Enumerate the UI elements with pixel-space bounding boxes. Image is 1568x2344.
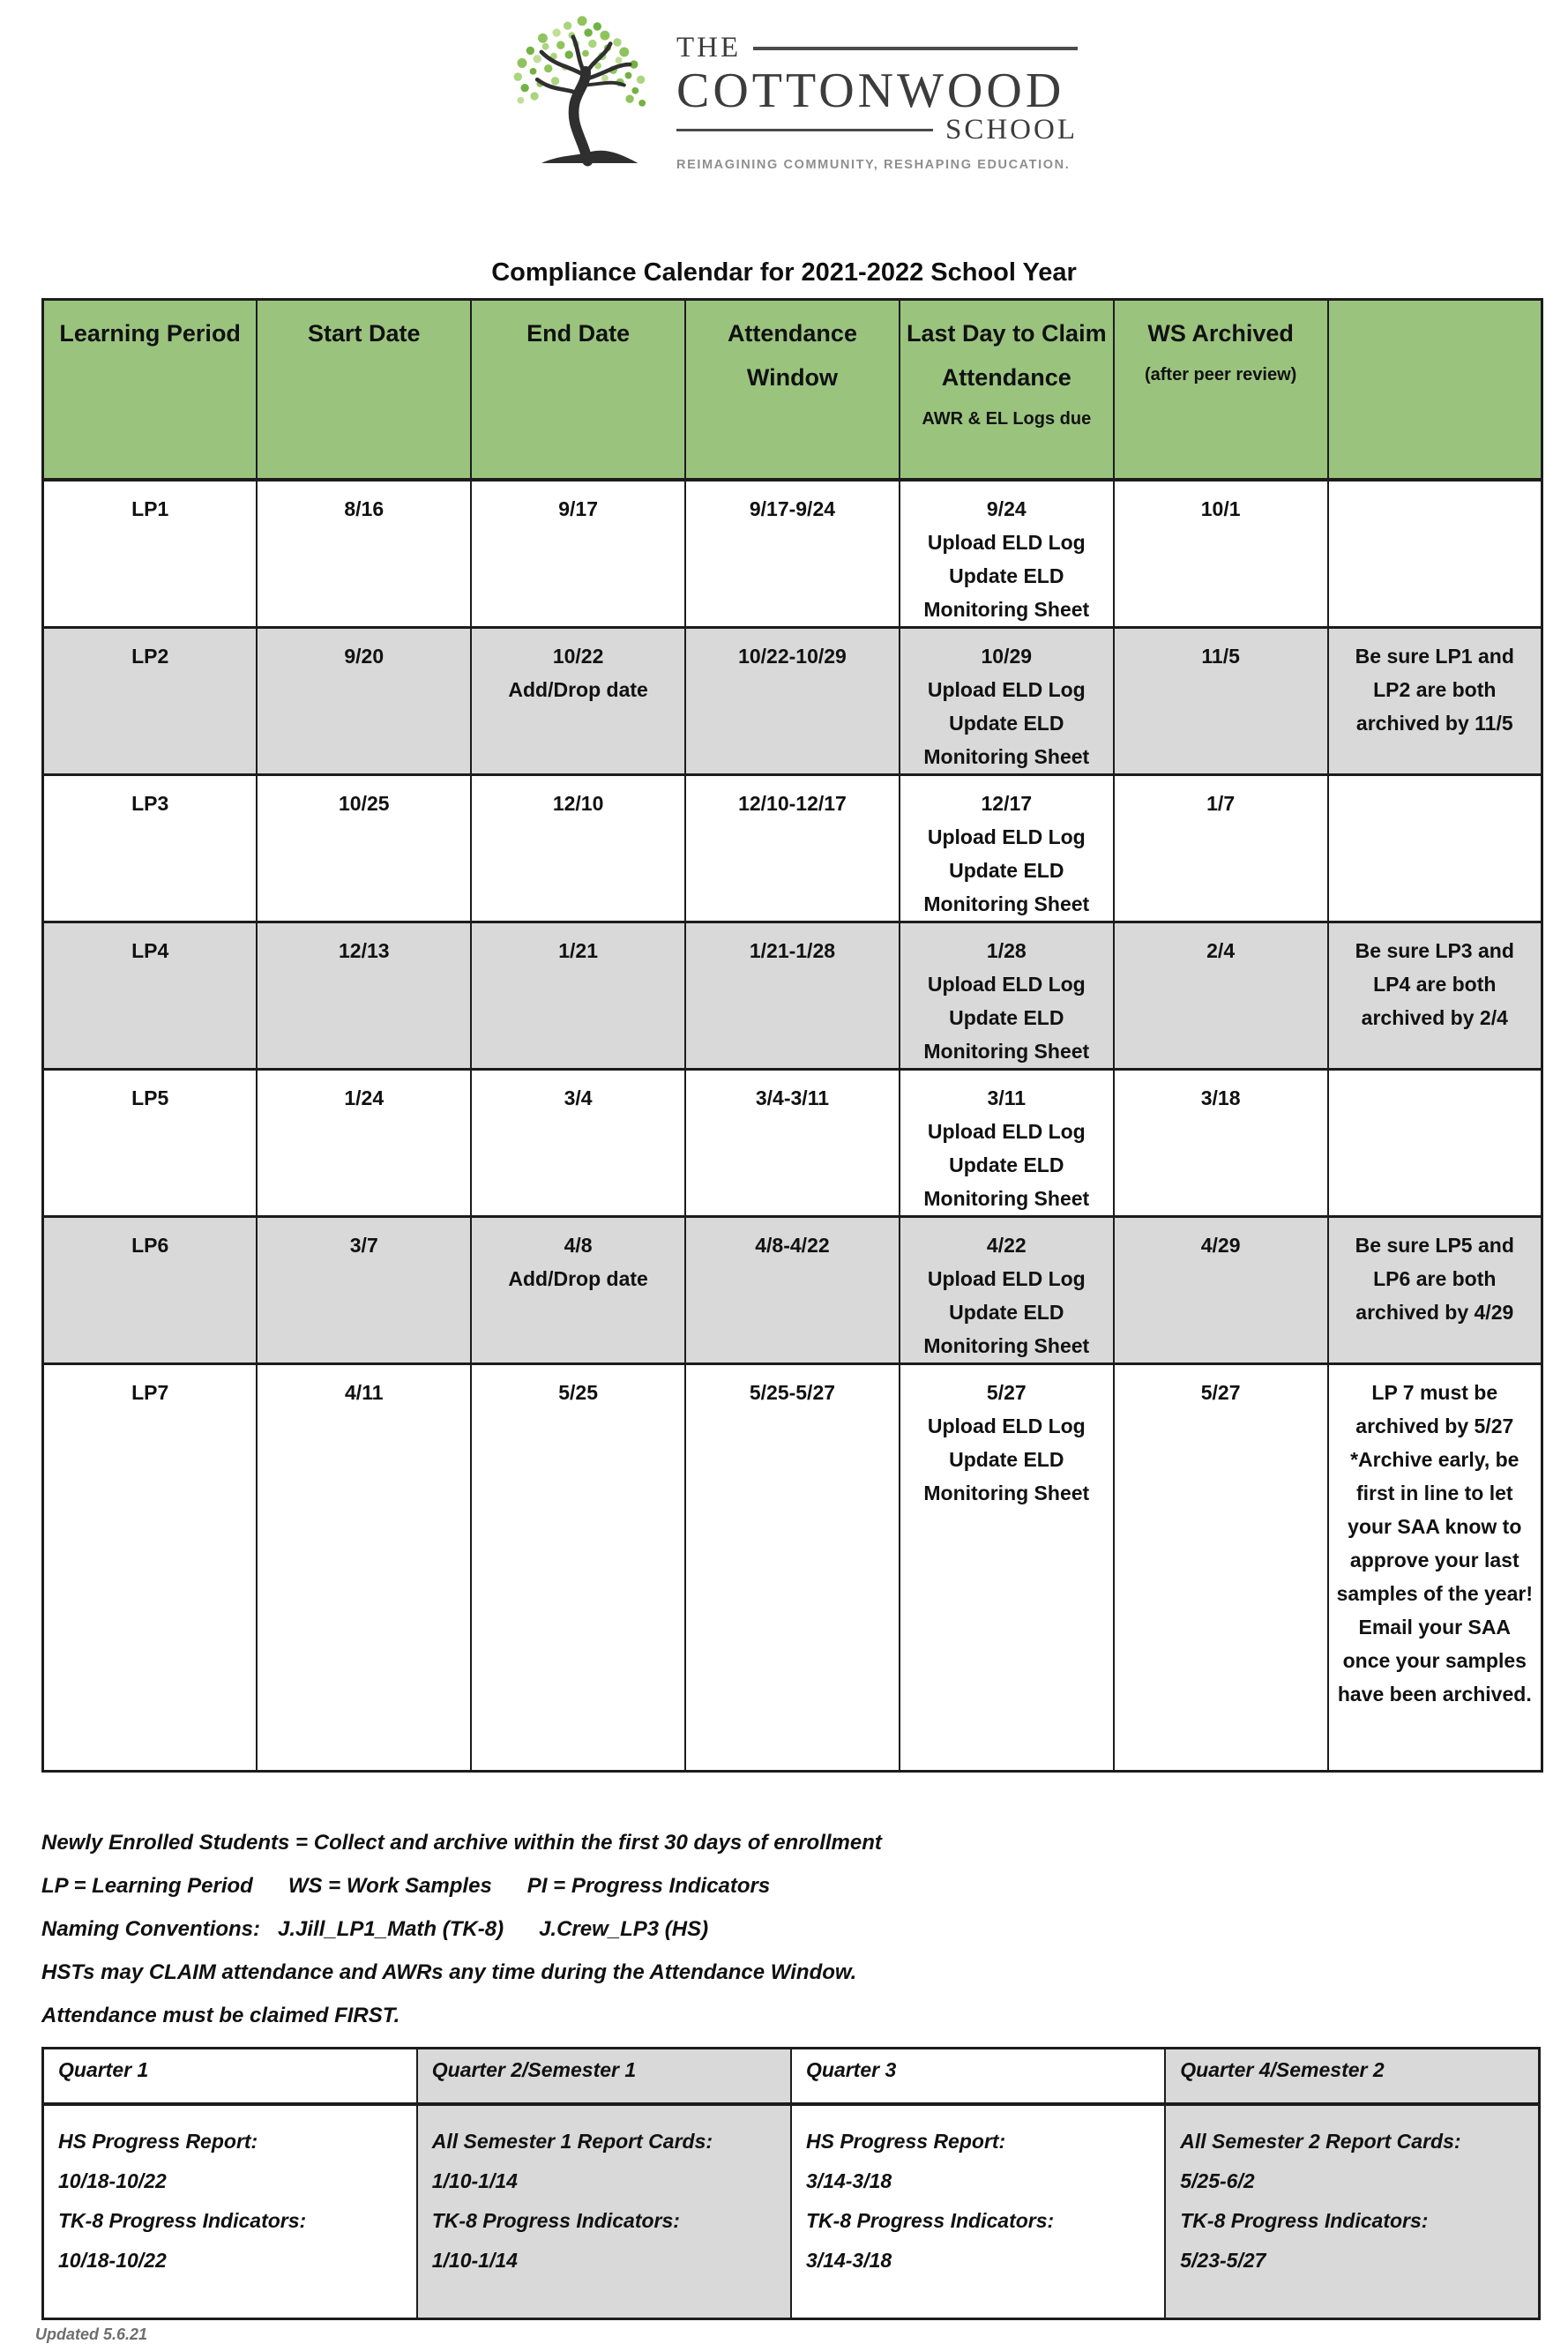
claim-task: Monitoring Sheet xyxy=(923,892,1090,915)
column-header-title: Learning Period xyxy=(59,320,241,347)
column-header-title: End Date xyxy=(526,320,631,347)
cell-learning-period: LP3 xyxy=(43,775,258,922)
quarter-line: 1/10-1/14 xyxy=(431,2169,518,2192)
cell-start-date: 8/16 xyxy=(257,480,471,628)
table-row xyxy=(43,1217,1542,1364)
cell-end-date xyxy=(471,628,685,775)
claim-task: Upload ELD Log xyxy=(927,678,1086,701)
column-header-5 xyxy=(900,300,1114,481)
logo-the: THE xyxy=(676,32,742,63)
quarter-header: Quarter 1 xyxy=(43,2049,417,2105)
cell-end-date xyxy=(471,922,685,1070)
cell-note xyxy=(1328,480,1542,628)
end-date-note: Add/Drop date xyxy=(508,678,648,701)
end-date: 1/21 xyxy=(558,939,598,962)
quarter-line: 10/18-10/22 xyxy=(58,2249,167,2272)
column-header-1 xyxy=(43,300,258,481)
cell-note xyxy=(1328,775,1542,922)
cell-ws-archived: 2/4 xyxy=(1114,922,1328,1070)
cell-end-date xyxy=(471,1217,685,1364)
legend-line: Naming Conventions: J.Jill_LP1_Math (TK-8) J.Crew_LP3 (HS) xyxy=(41,1917,709,1941)
column-header-4 xyxy=(685,300,900,481)
quarter-line: 3/14-3/18 xyxy=(806,2169,892,2192)
legend-line: HSTs may CLAIM attendance and AWRs any time during the Attendance Window. xyxy=(41,1960,857,1984)
cell-attendance-window: 1/21-1/28 xyxy=(685,922,900,1070)
compliance-table xyxy=(41,298,1543,1773)
claim-task: Upload ELD Log xyxy=(927,825,1086,848)
cell-attendance-window: 9/17-9/24 xyxy=(685,480,900,628)
column-header-2 xyxy=(257,300,471,481)
quarter-cell xyxy=(43,2104,417,2319)
cell-ws-archived: 4/29 xyxy=(1114,1217,1328,1364)
logo-name: COTTONWOOD xyxy=(676,63,1065,118)
quarter-line: TK-8 Progress Indicators: xyxy=(58,2209,307,2232)
school-logo xyxy=(0,0,1568,174)
compliance-table-body xyxy=(43,480,1542,1772)
cell-note: Be sure LP1 and LP2 are both archived by 11/5 xyxy=(1328,628,1542,775)
claim-date: 12/17 xyxy=(981,792,1033,815)
cell-note xyxy=(1328,1070,1542,1217)
end-date: 12/10 xyxy=(552,792,604,815)
cell-learning-period: LP7 xyxy=(43,1364,258,1772)
quarter-header: Quarter 2/Semester 1 xyxy=(417,2049,791,2105)
quarters-table xyxy=(41,2047,1541,2320)
table-row xyxy=(43,1364,1542,1772)
claim-task: Update ELD xyxy=(949,1448,1064,1471)
logo-rule-bottom xyxy=(676,129,933,131)
claim-task: Monitoring Sheet xyxy=(923,1187,1090,1210)
end-date: 3/4 xyxy=(564,1086,593,1109)
cell-attendance-window: 3/4-3/11 xyxy=(685,1070,900,1217)
claim-task: Update ELD xyxy=(949,1006,1064,1029)
cell-start-date: 4/11 xyxy=(257,1364,471,1772)
cell-last-day-to-claim xyxy=(900,775,1114,922)
cell-attendance-window: 12/10-12/17 xyxy=(685,775,900,922)
column-header-title: Start Date xyxy=(307,320,421,347)
cell-ws-archived: 10/1 xyxy=(1114,480,1328,628)
end-date: 4/8 xyxy=(564,1234,593,1257)
end-date: 5/25 xyxy=(558,1381,598,1404)
cell-last-day-to-claim xyxy=(900,1070,1114,1217)
cell-ws-archived: 5/27 xyxy=(1114,1364,1328,1772)
logo-school: SCHOOL xyxy=(945,114,1078,146)
column-header-subtitle: (after peer review) xyxy=(1144,365,1297,384)
column-header-7 xyxy=(1328,300,1542,481)
quarter-line: 10/18-10/22 xyxy=(58,2169,167,2192)
compliance-table-header-row xyxy=(43,300,1542,481)
logo-rule-top xyxy=(753,47,1078,50)
claim-date: 4/22 xyxy=(986,1234,1027,1257)
quarter-cell xyxy=(791,2104,1165,2319)
column-header-3 xyxy=(471,300,685,481)
cell-note: LP 7 must be archived by 5/27 *Archive early, be first in line to let your SAA know to approve your last samples of the year! Email your SAA once your samples have been archived. xyxy=(1328,1364,1542,1772)
claim-task: Monitoring Sheet xyxy=(923,1334,1090,1357)
column-header-title: Attendance Window xyxy=(727,320,857,391)
claim-task: Upload ELD Log xyxy=(927,531,1086,554)
quarter-line: TK-8 Progress Indicators: xyxy=(431,2209,680,2232)
cell-ws-archived: 3/18 xyxy=(1114,1070,1328,1217)
cell-ws-archived: 1/7 xyxy=(1114,775,1328,922)
cell-start-date: 9/20 xyxy=(257,628,471,775)
column-header-title: WS Archived xyxy=(1147,320,1294,347)
cell-end-date xyxy=(471,480,685,628)
cell-last-day-to-claim xyxy=(900,480,1114,628)
logo-tagline: REIMAGINING COMMUNITY, RESHAPING EDUCATION. xyxy=(676,158,1071,173)
cell-attendance-window: 4/8-4/22 xyxy=(685,1217,900,1364)
quarter-line: All Semester 1 Report Cards: xyxy=(431,2130,713,2153)
table-row xyxy=(43,480,1542,628)
quarter-line: HS Progress Report: xyxy=(58,2130,258,2153)
wordmark xyxy=(676,11,1078,172)
cell-learning-period: LP5 xyxy=(43,1070,258,1217)
claim-task: Update ELD xyxy=(949,859,1064,882)
claim-date: 5/27 xyxy=(986,1381,1027,1404)
column-header-6 xyxy=(1114,300,1328,481)
cell-learning-period: LP4 xyxy=(43,922,258,1070)
claim-date: 9/24 xyxy=(986,497,1027,520)
cell-note: Be sure LP3 and LP4 are both archived by 2/4 xyxy=(1328,922,1542,1070)
quarter-line: TK-8 Progress Indicators: xyxy=(806,2209,1055,2232)
quarter-line: 5/25-6/2 xyxy=(1180,2169,1255,2192)
claim-task: Monitoring Sheet xyxy=(923,745,1090,768)
claim-task: Upload ELD Log xyxy=(927,1267,1086,1290)
claim-task: Update ELD xyxy=(949,1301,1064,1324)
claim-task: Upload ELD Log xyxy=(927,1415,1086,1437)
claim-date: 3/11 xyxy=(987,1086,1027,1109)
claim-task: Monitoring Sheet xyxy=(923,1040,1090,1063)
cell-learning-period: LP2 xyxy=(43,628,258,775)
claim-task: Update ELD xyxy=(949,1153,1064,1176)
quarter-line: 5/23-5/27 xyxy=(1180,2249,1266,2272)
cell-last-day-to-claim xyxy=(900,1217,1114,1364)
quarter-line: HS Progress Report: xyxy=(806,2130,1006,2153)
legend-line: Attendance must be claimed FIRST. xyxy=(41,2004,400,2027)
legend-notes xyxy=(41,1831,1568,2028)
quarter-cell xyxy=(417,2104,791,2319)
quarter-line: 3/14-3/18 xyxy=(806,2249,892,2272)
cell-note: Be sure LP5 and LP6 are both archived by 4/29 xyxy=(1328,1217,1542,1364)
claim-date: 10/29 xyxy=(981,645,1033,668)
cell-start-date: 12/13 xyxy=(257,922,471,1070)
end-date-note: Add/Drop date xyxy=(508,1267,648,1290)
quarter-line: 1/10-1/14 xyxy=(431,2249,518,2272)
cell-last-day-to-claim xyxy=(900,628,1114,775)
cell-start-date: 3/7 xyxy=(257,1217,471,1364)
cell-learning-period: LP1 xyxy=(43,480,258,628)
claim-task: Update ELD xyxy=(949,712,1064,735)
quarter-header: Quarter 4/Semester 2 xyxy=(1165,2049,1539,2105)
claim-date: 1/28 xyxy=(986,939,1027,962)
legend-line: LP = Learning Period WS = Work Samples PI = Progress Indicators xyxy=(41,1874,771,1898)
legend-line: Newly Enrolled Students = Collect and archive within the first 30 days of enrollment xyxy=(41,1831,882,1855)
claim-task: Monitoring Sheet xyxy=(923,598,1090,621)
cell-start-date: 10/25 xyxy=(257,775,471,922)
quarters-body-row xyxy=(43,2104,1540,2319)
cell-attendance-window: 10/22-10/29 xyxy=(685,628,900,775)
claim-task: Monitoring Sheet xyxy=(923,1482,1090,1504)
claim-task: Update ELD xyxy=(949,564,1064,587)
column-header-title: Last Day to Claim Attendance xyxy=(907,320,1107,391)
quarter-line: TK-8 Progress Indicators: xyxy=(1180,2209,1429,2232)
column-header-subtitle: AWR & EL Logs due xyxy=(922,409,1092,429)
quarter-line: All Semester 2 Report Cards: xyxy=(1180,2130,1461,2153)
end-date: 9/17 xyxy=(558,497,598,520)
quarter-cell xyxy=(1165,2104,1539,2319)
cell-ws-archived: 11/5 xyxy=(1114,628,1328,775)
table-row xyxy=(43,1070,1542,1217)
table-row xyxy=(43,775,1542,922)
table-row xyxy=(43,628,1542,775)
cell-attendance-window: 5/25-5/27 xyxy=(685,1364,900,1772)
cell-end-date xyxy=(471,775,685,922)
claim-task: Upload ELD Log xyxy=(927,1120,1086,1143)
quarters-header-row xyxy=(43,2049,1540,2105)
cell-last-day-to-claim xyxy=(900,1364,1114,1772)
end-date: 10/22 xyxy=(552,645,604,668)
tree-logo-icon xyxy=(490,11,671,169)
cell-learning-period: LP6 xyxy=(43,1217,258,1364)
table-row xyxy=(43,922,1542,1070)
page-title: Compliance Calendar for 2021-2022 School Year xyxy=(491,258,1077,287)
claim-task: Upload ELD Log xyxy=(927,973,1086,996)
cell-start-date: 1/24 xyxy=(257,1070,471,1217)
cell-last-day-to-claim xyxy=(900,922,1114,1070)
cell-end-date xyxy=(471,1364,685,1772)
updated-note: Updated 5.6.21 xyxy=(35,2325,148,2343)
cell-end-date xyxy=(471,1070,685,1217)
quarter-header: Quarter 3 xyxy=(791,2049,1165,2105)
